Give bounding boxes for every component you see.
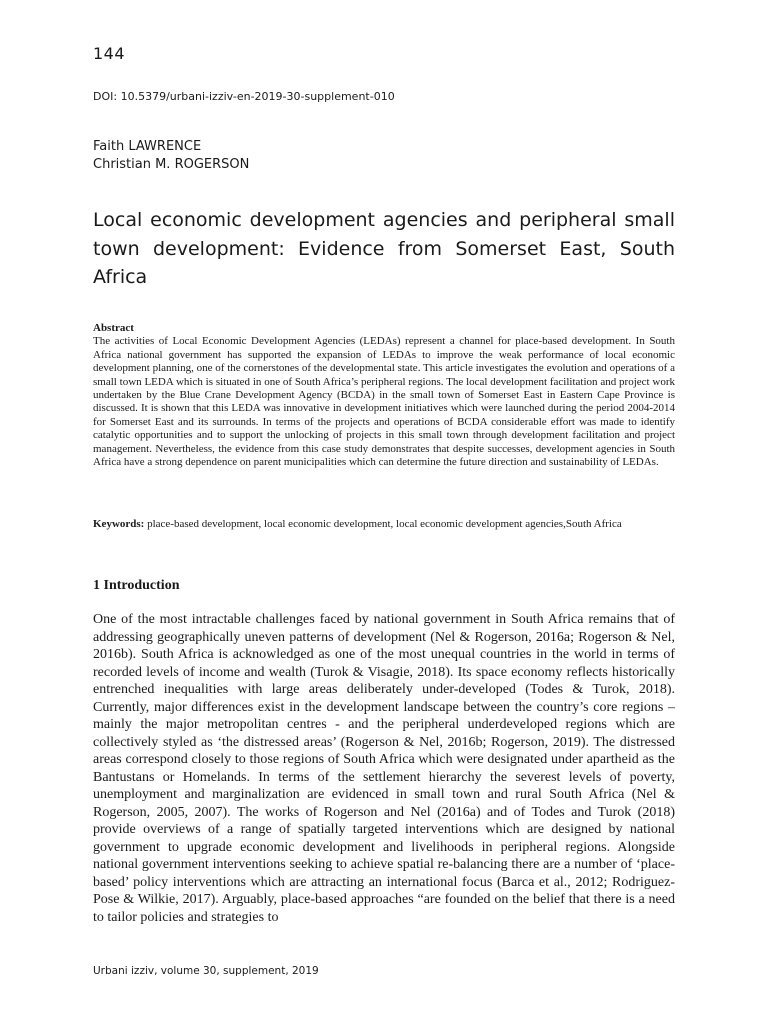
keywords: [93, 518, 675, 531]
keywords-text: place-based development, local economic development, local economic development agencies,South Africa: [144, 518, 622, 530]
keywords-label: Keywords:: [93, 518, 145, 530]
doi: DOI: 10.5379/urbani-izziv-en-2019-30-supplement-010: [93, 90, 395, 103]
section-heading: 1 Introduction: [93, 578, 180, 593]
abstract-text: The activities of Local Economic Development Agencies (LEDAs) represent a channel for place-based development. In South Africa national government has supported the expansion of LEDAs to improve the weak performance of local economic development planning, one of the cornerstones of the developmental state. This article investigates the evolution and operations of a small town LEDA which is situated in one of South Africa’s peripheral regions. The local development facilitation and project work undertaken by the Blue Crane Development Agency (BCDA) in the small town of Somerset East in Eastern Cape Province is discussed. It is shown that this LEDA was innovative in development initiatives which were launched during the period 2004-2014 for Somerset East and its surrounds. In terms of the projects and operations of BCDA considerable effort was made to identify catalytic opportunities and to support the unlocking of projects in this small town through development facilitation and project management. Nevertheless, the evidence from this case study demonstrates that despite successes, development agencies in South Africa have a strong dependence on parent municipalities which can determine the future direction and sustainability of LEDAs.: [93, 335, 675, 469]
author-name: Christian M. ROGERSON: [93, 157, 250, 172]
author-name: Faith LAWRENCE: [93, 139, 202, 154]
abstract-heading: Abstract: [93, 322, 134, 334]
paper-title: Local economic development agencies and peripheral small town development: Evidence from Somerset East, South Africa: [93, 209, 675, 288]
page-number: 144: [93, 44, 126, 63]
body-paragraph: One of the most intractable challenges faced by national government in South Africa remains that of addressing geographically uneven patterns of development (Nel & Rogerson, 2016a; Rogerson & Nel, 2016b). South Africa is acknowledged as one of the most unequal countries in the world in terms of recorded levels of income and wealth (Turok & Visagie, 2018). Its space economy reflects historically entrenched inequalities with large areas deliberately under-developed (Todes & Turok, 2018). Currently, major differences exist in the development landscape between the country’s core regions – mainly the major metropolitan centres - and the peripheral underdeveloped regions which are collectively styled as ‘the distressed areas’ (Rogerson & Nel, 2016b; Rogerson, 2019). The distressed areas correspond closely to those regions of South Africa which were designated under apartheid as the Bantustans or Homelands. In terms of the settlement hierarchy the severest levels of poverty, unemployment and marginalization are evidenced in small town and rural South Africa (Nel & Rogerson, 2005, 2007). The works of Rogerson and Nel (2016a) and of Todes and Turok (2018) provide overviews of a range of spatially targeted interventions which are designed by national government to upgrade economic development and livelihoods in peripheral regions. Alongside national government interventions seeking to achieve spatial re-balancing there are a number of ‘place-based’ policy interventions which are attracting an international focus (Barca et al., 2012; Rodriguez-Pose & Wilkie, 2017). Arguably, place-based approaches “are founded on the belief that there is a need to tailor policies and strategies to: [93, 612, 675, 925]
abstract: [93, 322, 675, 469]
author-list: [93, 138, 249, 174]
page-footer: Urbani izziv, volume 30, supplement, 2019: [93, 965, 319, 977]
